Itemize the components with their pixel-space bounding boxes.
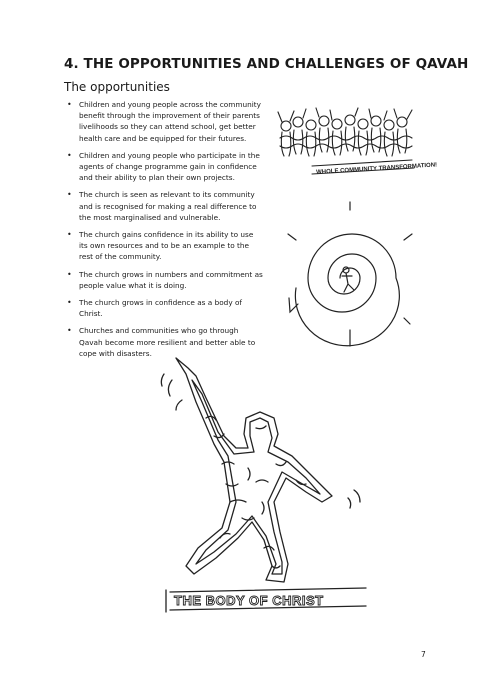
subsection-heading: The opportunities [64,80,170,94]
list-item: • The church grows in confidence as a body of Christ. [64,297,264,319]
crowd-caption: WHOLE COMMUNITY TRANSFORMATION! [316,162,438,176]
list-item: • Children and young people who participate in the agents of change programme gain in confidence and their ability to plan their own projects. [64,150,264,184]
opportunities-list [64,99,264,365]
list-item: • The church gains confidence in its ability to use its own resources and to be an example to the rest of the community. [64,229,264,263]
list-item: • The church is seen as relevant to its community and is recognised for making a real difference to the most marginalised and vulnerable. [64,189,264,223]
page-number: 7 [421,650,426,659]
community-crowd-illustration [272,108,438,188]
list-item: • Children and young people across the community benefit through the improvement of their parents livelihoods so they can attend school, get better health care and be equipped for their futures. [64,99,264,144]
list-item: • The church grows in numbers and commitment as people value what it is doing. [64,269,264,291]
body-of-christ-illustration [156,352,378,624]
section-heading: 4. THE OPPORTUNITIES AND CHALLENGES OF QAVAH [64,56,469,72]
spiral-illustration [284,200,416,350]
list-item: • Churches and communities who go through Qavah become more resilient and better able to cope with disasters. [64,325,264,359]
body-caption: THE BODY OF CHRIST [174,593,324,608]
